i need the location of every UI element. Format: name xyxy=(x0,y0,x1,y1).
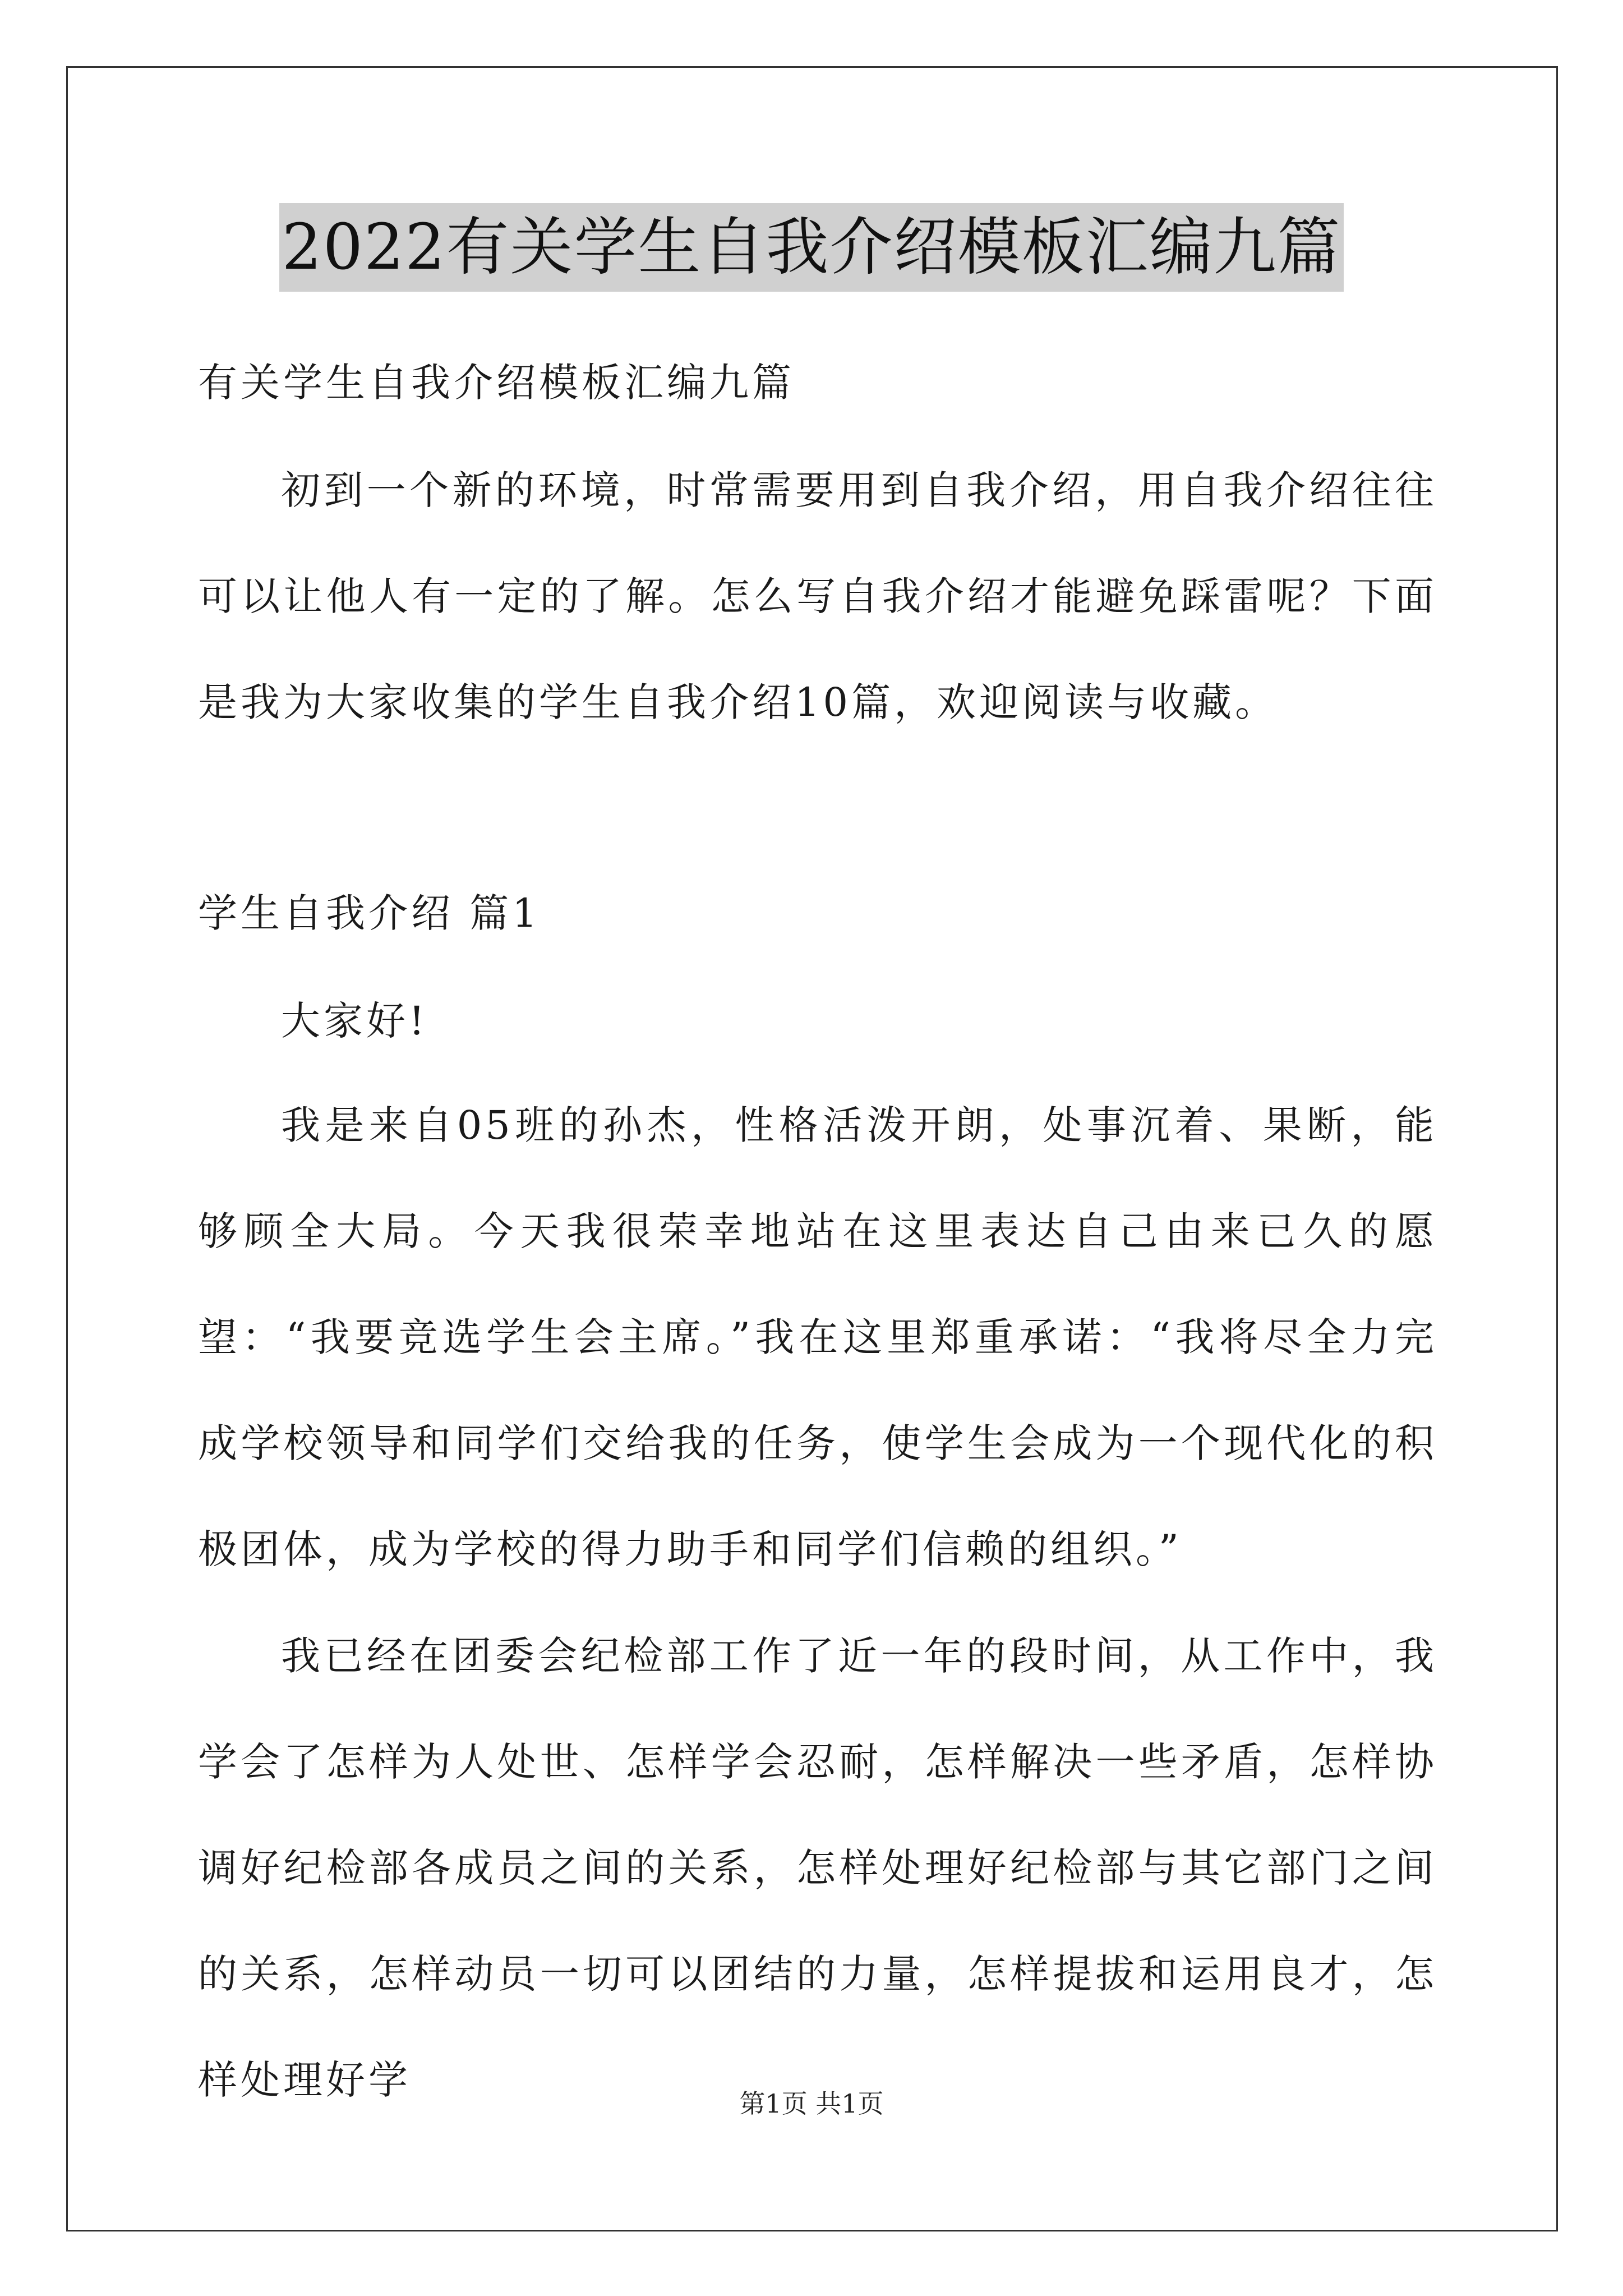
body-paragraph-1: 我是来自05班的孙杰，性格活泼开朗，处事沉着、果断，能够顾全大局。今天我很荣幸地站在这里表达自己由来已久的愿望：“我要竞选学生会主席。”我在这里郑重承诺：“我将尽全力完成学校领导和同学们交给我的任务，使学生会成为一个现代化的积极团体，成为学校的得力助手和同学们信赖的组织。” xyxy=(198,1102,1437,1572)
document-subtitle: 有关学生自我介绍模板汇编九篇 xyxy=(198,360,795,406)
page-footer: 第1页 共1页 xyxy=(739,2088,884,2119)
body-paragraph-2: 我已经在团委会纪检部工作了近一年的段时间，从工作中，我学会了怎样为人处世、怎样学会忍耐，怎样解决一些矛盾，怎样协调好纪检部各成员之间的关系，怎样处理好纪检部与其它部门之间的关系，怎样动员一切可以团结的力量，怎样提拔和运用良才，怎样处理好学 xyxy=(198,1633,1437,2103)
title-container xyxy=(0,203,1623,292)
section-heading: 学生自我介绍 篇1 xyxy=(198,890,541,936)
intro-paragraph: 初到一个新的环境，时常需要用到自我介绍，用自我介绍往往可以让他人有一定的了解。怎么写自我介绍才能避免踩雷呢？下面是我为大家收集的学生自我介绍10篇，欢迎阅读与收藏。 xyxy=(198,467,1437,725)
document-title: 2022有关学生自我介绍模板汇编九篇 xyxy=(279,203,1343,292)
greeting-line: 大家好! xyxy=(281,998,428,1044)
